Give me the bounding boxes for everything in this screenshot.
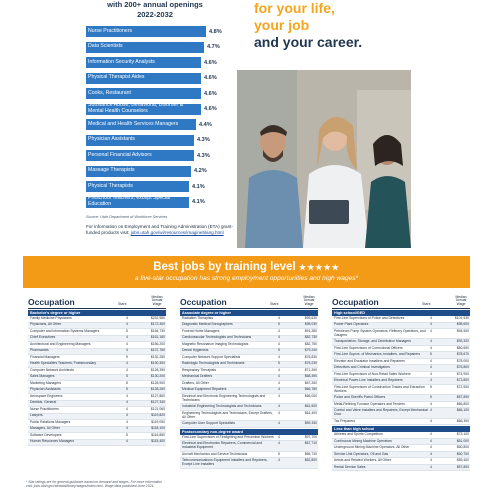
stars-cell: 4 — [430, 458, 432, 463]
wage-cell: $67,890 — [456, 395, 469, 400]
wage-cell: $79,240 — [304, 348, 317, 353]
bar: Personal Financial Advisors — [86, 150, 194, 161]
stars-cell: 5 — [430, 384, 432, 389]
wage-cell: $128,900 — [150, 380, 165, 385]
stars-cell: 4 — [278, 441, 280, 446]
occupation-heading: Occupation — [332, 297, 379, 307]
stars-cell: 5 — [126, 380, 128, 385]
wage-cell: $66,800 — [456, 401, 469, 406]
wage-cell: $80,690 — [456, 345, 469, 350]
stars-cell: 4 — [430, 315, 432, 320]
wage-cell: $68,390 — [304, 374, 317, 379]
headline-line1: for your life, — [254, 0, 335, 16]
bar-value-label: 4.6% — [204, 106, 217, 112]
wage-cell: $98,600 — [456, 322, 469, 327]
occupation-cell: Architectural and Engineering Managers — [30, 341, 91, 346]
wage-cell: $128,260 — [150, 387, 165, 392]
wage-cell: $97,700 — [304, 434, 317, 439]
bar-value-label: 4.3% — [197, 137, 210, 143]
table-header — [332, 293, 470, 309]
bar: Physician Assistants — [86, 135, 194, 146]
wage-cell: $67,710 — [304, 441, 317, 446]
stars-cell: 5 — [278, 322, 280, 327]
wage-cell: $59,330 — [304, 421, 317, 426]
wage-cell: $137,760 — [150, 348, 165, 353]
occupation-heading: Occupation — [28, 297, 75, 307]
occupation-cell: Radiation Therapists — [182, 315, 214, 320]
wage-heading: Median Annual Wage — [455, 294, 467, 307]
occupation-cell: Managers, All Other — [30, 426, 60, 431]
banner-title-wrap — [23, 261, 470, 273]
stars-cell: 4 — [278, 434, 280, 439]
wage-heading: Median Annual Wage — [303, 294, 315, 307]
occupation-cell: Funeral Home Managers — [182, 328, 220, 333]
occupation-cell: Financial Managers — [30, 354, 60, 359]
table-row — [332, 408, 470, 418]
occupation-cell: Marketing Managers — [30, 380, 61, 385]
occupation-cell: Chief Executives — [30, 335, 56, 340]
occupation-cell: Lawyers — [30, 413, 43, 418]
occupation-cell: First-Line Supervisors of Police and Detectives — [334, 315, 405, 320]
wage-cell: $72,900 — [456, 384, 469, 389]
workers-photo-illustration — [237, 70, 411, 248]
occupation-cell: Computer and Information Systems Managers — [30, 328, 100, 333]
wage-cell: $66,780 — [304, 387, 317, 392]
table-row — [180, 458, 318, 468]
wage-cell: $99,630 — [304, 315, 317, 320]
bar-value-label: 4.7% — [207, 44, 220, 50]
wage-cell: $164,730 — [150, 328, 165, 333]
stars-cell: 4 — [430, 408, 432, 413]
wage-cell: $66,100 — [456, 408, 469, 413]
jobs-table-3 — [332, 293, 470, 471]
wage-cell: $78,670 — [456, 352, 469, 357]
wage-cell: $59,400 — [456, 458, 469, 463]
occupation-cell: Electrical and Electronics Repairers, Commercial and Industrial Equipment — [182, 441, 263, 450]
wage-cell: $57,800 — [456, 464, 469, 469]
stars-cell: 4 — [278, 404, 280, 409]
wage-cell: $71,260 — [304, 367, 317, 372]
stars-cell: 4 — [430, 339, 432, 344]
occupation-cell: Cardiovascular Technologists and Technicians — [182, 335, 252, 340]
wage-cell: $66,730 — [304, 451, 317, 456]
occupation-cell: Mechanical Drafters — [182, 374, 213, 379]
stars-cell: 5 — [126, 328, 128, 333]
section-header: Associate degree or higher — [180, 310, 318, 316]
stars-cell: 5 — [430, 352, 432, 357]
occupation-cell: Drafters, All Other — [182, 380, 209, 385]
stars-cell: 4 — [430, 418, 432, 423]
stars-heading: Stars — [270, 302, 279, 306]
banner-title: Best jobs by training level — [153, 261, 296, 273]
bar: Preschool Teachers, except Special Education — [86, 197, 189, 208]
stars-cell: 4 — [126, 393, 128, 398]
wage-cell: $76,800 — [456, 365, 469, 370]
occupation-heading: Occupation — [180, 297, 227, 307]
stars-cell: 4 — [430, 358, 432, 363]
wage-cell: $101,930 — [454, 315, 469, 320]
wage-cell: $60,800 — [456, 445, 469, 450]
occupation-cell: Physicians, All Other — [30, 322, 62, 327]
occupation-cell: Computer Network Architects — [30, 367, 74, 372]
occupation-cell: First-Line Supervisors of Construction Trades and Extraction Workers — [334, 384, 425, 393]
stars-cell: 4 — [430, 371, 432, 376]
occupation-cell: Family Medicine Physicians — [30, 315, 72, 320]
headline-line2: your job — [254, 17, 310, 33]
bar: Physical Therapist Aides — [86, 73, 201, 84]
occupation-cell: Athletes and Sports Competitors — [334, 432, 383, 437]
section-header: High school/GED — [332, 310, 470, 316]
stars-cell: 4 — [278, 374, 280, 379]
occupation-cell: Underground Mining Machine Operators, All Other — [334, 445, 410, 450]
bar-value-label: 4.2% — [194, 168, 207, 174]
wage-cell: $74,900 — [456, 371, 469, 376]
section-header: Bachelor's degree or higher — [28, 310, 166, 316]
stars-cell: 4 — [278, 341, 280, 346]
jobs-table-2 — [180, 293, 318, 469]
wage-cell: $98,030 — [304, 322, 317, 327]
occupation-cell: Electrical Power-Line Installers and Repairers — [334, 378, 403, 383]
stars-heading: Stars — [118, 302, 127, 306]
occupation-cell: Tax Preparers — [334, 418, 356, 423]
wage-cell: $121,060 — [150, 406, 165, 411]
occupation-cell: Human Resources Managers — [30, 439, 75, 444]
table-header — [28, 293, 166, 309]
occupation-cell: First-Line Supervisors of Non-Retail Sales Workers — [334, 371, 411, 376]
section-rows — [332, 316, 470, 425]
stars-cell: 5 — [278, 361, 280, 366]
table-row — [332, 465, 470, 472]
occupation-cell: Dental Hygienists — [182, 348, 209, 353]
stars-cell: 4 — [278, 421, 280, 426]
wage-cell: $61,500 — [304, 404, 317, 409]
wage-cell: $130,300 — [150, 361, 165, 366]
section-rows — [180, 316, 318, 428]
wage-cell: $116,850 — [151, 432, 165, 437]
occupation-cell: Medical Equipment Repairers — [182, 387, 227, 392]
headline-line3: and your career. — [254, 34, 363, 50]
occupation-cell: Industrial Engineering Technologists and Technicians — [182, 404, 262, 409]
occupation-cell: Metal-Refining Furnace Operators and Tenders — [334, 401, 405, 406]
wage-cell: $127,860 — [150, 393, 165, 398]
stars-cell: 5 — [126, 432, 128, 437]
stars-cell: 4 — [126, 400, 128, 405]
wage-cell: $232,580 — [150, 315, 165, 320]
stars-cell: 4 — [430, 322, 432, 327]
table-row — [332, 329, 470, 339]
occupation-cell: Dentists, General — [30, 400, 57, 405]
stars-cell: 4 — [430, 365, 432, 370]
stars-cell: 4 — [278, 315, 280, 320]
wage-cell: $73,100 — [456, 432, 469, 437]
workers-photo — [237, 70, 411, 248]
table-row — [332, 385, 470, 395]
stars-cell: 4 — [126, 315, 128, 320]
occupation-cell: Telecommunications Equipment Installers and Repairers, Except Line Installers — [182, 458, 268, 466]
stars-cell: 5 — [430, 395, 432, 400]
wage-cell: $76,830 — [304, 354, 317, 359]
wage-cell: $82,750 — [304, 341, 317, 346]
stars-cell: 4 — [126, 406, 128, 411]
wage-cell: $156,200 — [150, 341, 165, 346]
stars-cell: 4 — [126, 341, 128, 346]
occupation-cell: Computer Network Support Specialists — [182, 354, 241, 359]
jobs-table-1 — [28, 293, 166, 446]
stars-cell: 4 — [278, 387, 280, 392]
wage-cell: $61,000 — [456, 438, 469, 443]
stars-cell: 5 — [278, 451, 280, 456]
bar: Physical Therapists — [86, 181, 189, 192]
occupation-cell: Aerospace Engineers — [30, 393, 63, 398]
stars-cell: 4 — [126, 335, 128, 340]
wage-cell: $127,340 — [150, 400, 165, 405]
occupation-cell: Diagnostic Medical Sonographers — [182, 322, 233, 327]
wage-cell: $132,280 — [150, 354, 165, 359]
occupation-cell: Electrical and Electronic Engineering Technologists and Technicians — [182, 393, 266, 402]
stars-cell: 4 — [278, 367, 280, 372]
wage-cell: $62,800 — [304, 458, 317, 463]
bar-value-label: 4.6% — [204, 59, 217, 66]
bar-value-label: 4.4% — [199, 121, 212, 128]
stars-cell: 5 — [126, 387, 128, 392]
occupation-cell: Petroleum Pump System Operators, Refinery Operators, and Gaugers — [334, 328, 426, 337]
bar: Nurse Practitioners — [86, 26, 206, 37]
occupation-cell: Physician Assistants — [30, 387, 61, 392]
stars-cell: 5 — [126, 354, 128, 359]
stars-cell: 4 — [278, 410, 280, 415]
wage-cell: $82,730 — [304, 335, 317, 340]
stars-heading: Stars — [422, 302, 431, 306]
wage-cell: $75,230 — [304, 361, 317, 366]
source-note: Source: Utah Department of Workforce Services — [86, 215, 168, 219]
chart-subtitle-line2: 2022-2032 — [137, 10, 173, 19]
occupation-cell: Continuous Mining Machine Operators — [334, 438, 392, 443]
stars-cell: 4 — [278, 393, 280, 398]
occupation-cell: Elevator and Escalator Installers and Repairers — [334, 358, 405, 363]
occupation-cell: Public Relations Managers — [30, 419, 71, 424]
headline — [254, 0, 454, 51]
stars-cell: 4 — [430, 432, 432, 437]
table-row — [180, 421, 318, 428]
section-rows — [180, 435, 318, 469]
occupation-cell: Health Specialties Teachers, Postsecondary — [30, 361, 97, 366]
stars-cell: 4 — [278, 380, 280, 385]
stars-cell: 4 — [126, 367, 128, 372]
stars-cell: 4 — [430, 451, 432, 456]
wage-cell: $119,820 — [151, 413, 165, 418]
table-row — [28, 440, 166, 447]
wage-cell: $67,260 — [304, 380, 317, 385]
occupation-cell: Police and Sheriff's Patrol Officers — [334, 395, 386, 400]
table-header — [180, 293, 318, 309]
stars-cell: 4 — [126, 348, 128, 353]
occupation-cell: Respiratory Therapists — [182, 367, 217, 372]
occupation-cell: First-Line Supervisors of Correctional Officers — [334, 345, 403, 350]
stars-cell: 4 — [278, 354, 280, 359]
occupation-cell: Power Plant Operators — [334, 322, 369, 327]
table-row — [180, 411, 318, 421]
occupation-cell: Control and Valve Installers and Repairers, Except Mechanical Door — [334, 408, 428, 417]
occupation-cell: Sales Managers — [30, 374, 55, 379]
banner-stars: ★★★★★ — [298, 263, 340, 272]
stars-cell: 4 — [126, 322, 128, 327]
stars-cell: 4 — [126, 426, 128, 431]
info-text: For information on Employment and Training Administration (ETA) grant-funded products visit: — [86, 224, 233, 235]
occupation-cell: Transportation, Storage, and Distribution Managers — [334, 339, 411, 344]
bar: Substance Abuse, Behavioral, Disorder & Mental Health Counselors — [86, 104, 201, 115]
bar-value-label: 4.6% — [204, 75, 217, 81]
stars-cell: 4 — [278, 335, 280, 340]
wage-cell: $119,090 — [151, 419, 165, 424]
stars-cell: 4 — [278, 458, 280, 463]
best-jobs-banner — [23, 256, 470, 288]
stars-cell: 4 — [278, 328, 280, 333]
bar: Information Security Analysts — [86, 57, 201, 68]
chart-subtitle — [80, 0, 230, 20]
occupation-cell: Engineering Technologists and Technicians, Except Drafters, All Other — [182, 410, 273, 419]
wage-cell: $60,700 — [456, 451, 469, 456]
wage-cell: $78,000 — [456, 358, 469, 363]
wage-cell: $128,390 — [150, 367, 165, 372]
wage-cell: $130,200 — [150, 374, 165, 379]
wage-cell: $118,100 — [151, 426, 165, 431]
banner-subtitle: a five-star occupation has strong employment opportunities and high wages* — [134, 275, 359, 282]
section-rows — [332, 432, 470, 471]
stars-cell: 4 — [430, 401, 432, 406]
bar-value-label: 4.3% — [197, 152, 210, 159]
stars-cell: 4 — [126, 361, 128, 366]
section-rows — [28, 316, 166, 446]
occupation-cell: Service Unit Operators, Oil and Gas — [334, 451, 389, 456]
stars-cell: 4 — [430, 464, 432, 469]
wage-cell: $93,320 — [456, 339, 469, 344]
wage-cell: $172,300 — [150, 322, 165, 327]
section-header: Postsecondary non-degree award — [180, 429, 318, 435]
stars-cell: 4 — [126, 419, 128, 424]
occupation-cell: First-Line Supervisors of Firefighting and Prevention Workers — [182, 434, 274, 439]
bar-value-label: 4.1% — [192, 199, 205, 205]
stars-cell: 4 — [126, 439, 128, 444]
wage-cell: $73,800 — [456, 378, 469, 383]
info-block — [86, 224, 236, 236]
table-row — [332, 419, 470, 426]
stars-cell: 5 — [278, 348, 280, 353]
chart-subtitle-line1: with 200+ annual openings — [107, 0, 203, 9]
occupation-cell: Artists and Related Workers, All Other — [334, 458, 392, 463]
occupation-cell: Rental Service Sales — [334, 464, 366, 469]
bar-value-label: 4.6% — [204, 90, 217, 97]
wage-cell: $161,160 — [150, 335, 165, 340]
wage-heading: Median Annual Wage — [151, 294, 163, 307]
info-link[interactable]: jobs.utah.gov/wi/resources/imagineblang.html — [130, 230, 224, 235]
occupation-cell: Magnetic Resonance Imaging Technologists — [182, 341, 249, 346]
stars-cell: 4 — [430, 345, 432, 350]
wage-cell: $91,280 — [304, 328, 317, 333]
wage-cell: $66,300 — [456, 418, 469, 423]
occupation-cell: Computer User Support Specialists — [182, 421, 235, 426]
stars-cell: 4 — [430, 378, 432, 383]
occupation-cell: Detectives and Criminal Investigators — [334, 365, 390, 370]
bar: Medical and Health Services Managers — [86, 119, 196, 130]
stars-cell: 4 — [126, 413, 128, 418]
table-row — [180, 441, 318, 451]
occupation-cell: Nurse Practitioners — [30, 406, 59, 411]
stars-cell: 4 — [430, 445, 432, 450]
occupation-cell: Pharmacists — [30, 348, 49, 353]
bar: Cooks, Restaurant — [86, 88, 201, 99]
occupation-cell: Radiologic Technologists and Technicians — [182, 361, 245, 366]
wage-cell: $61,400 — [304, 410, 317, 415]
wage-cell: $115,400 — [151, 439, 165, 444]
bar: Data Scientists — [86, 42, 204, 53]
wage-cell: $66,000 — [304, 393, 317, 398]
occupation-cell: Software Developers — [30, 432, 62, 437]
bar-value-label: 4.1% — [192, 183, 205, 190]
footnote: * Star ratings are for general guidance based on demand and wages. For more information visit: jobs.utah.gov/wi/data/library/wages/index.html. Wage data published June 2024. — [26, 480, 163, 489]
occupation-cell: First-Line Supvrs. of Mechanics, Installers, and Repairers — [334, 352, 421, 357]
bar: Massage Therapists — [86, 166, 191, 177]
table-row — [180, 394, 318, 404]
section-header: Less than high school — [332, 426, 470, 432]
stars-cell: 4 — [430, 328, 432, 333]
stars-cell: 5 — [126, 374, 128, 379]
bar-value-label: 4.8% — [209, 28, 222, 35]
occupation-cell: Aircraft Mechanics and Service Technicians — [182, 451, 248, 456]
wage-cell: $94,500 — [456, 328, 469, 333]
stars-cell: 4 — [430, 438, 432, 443]
